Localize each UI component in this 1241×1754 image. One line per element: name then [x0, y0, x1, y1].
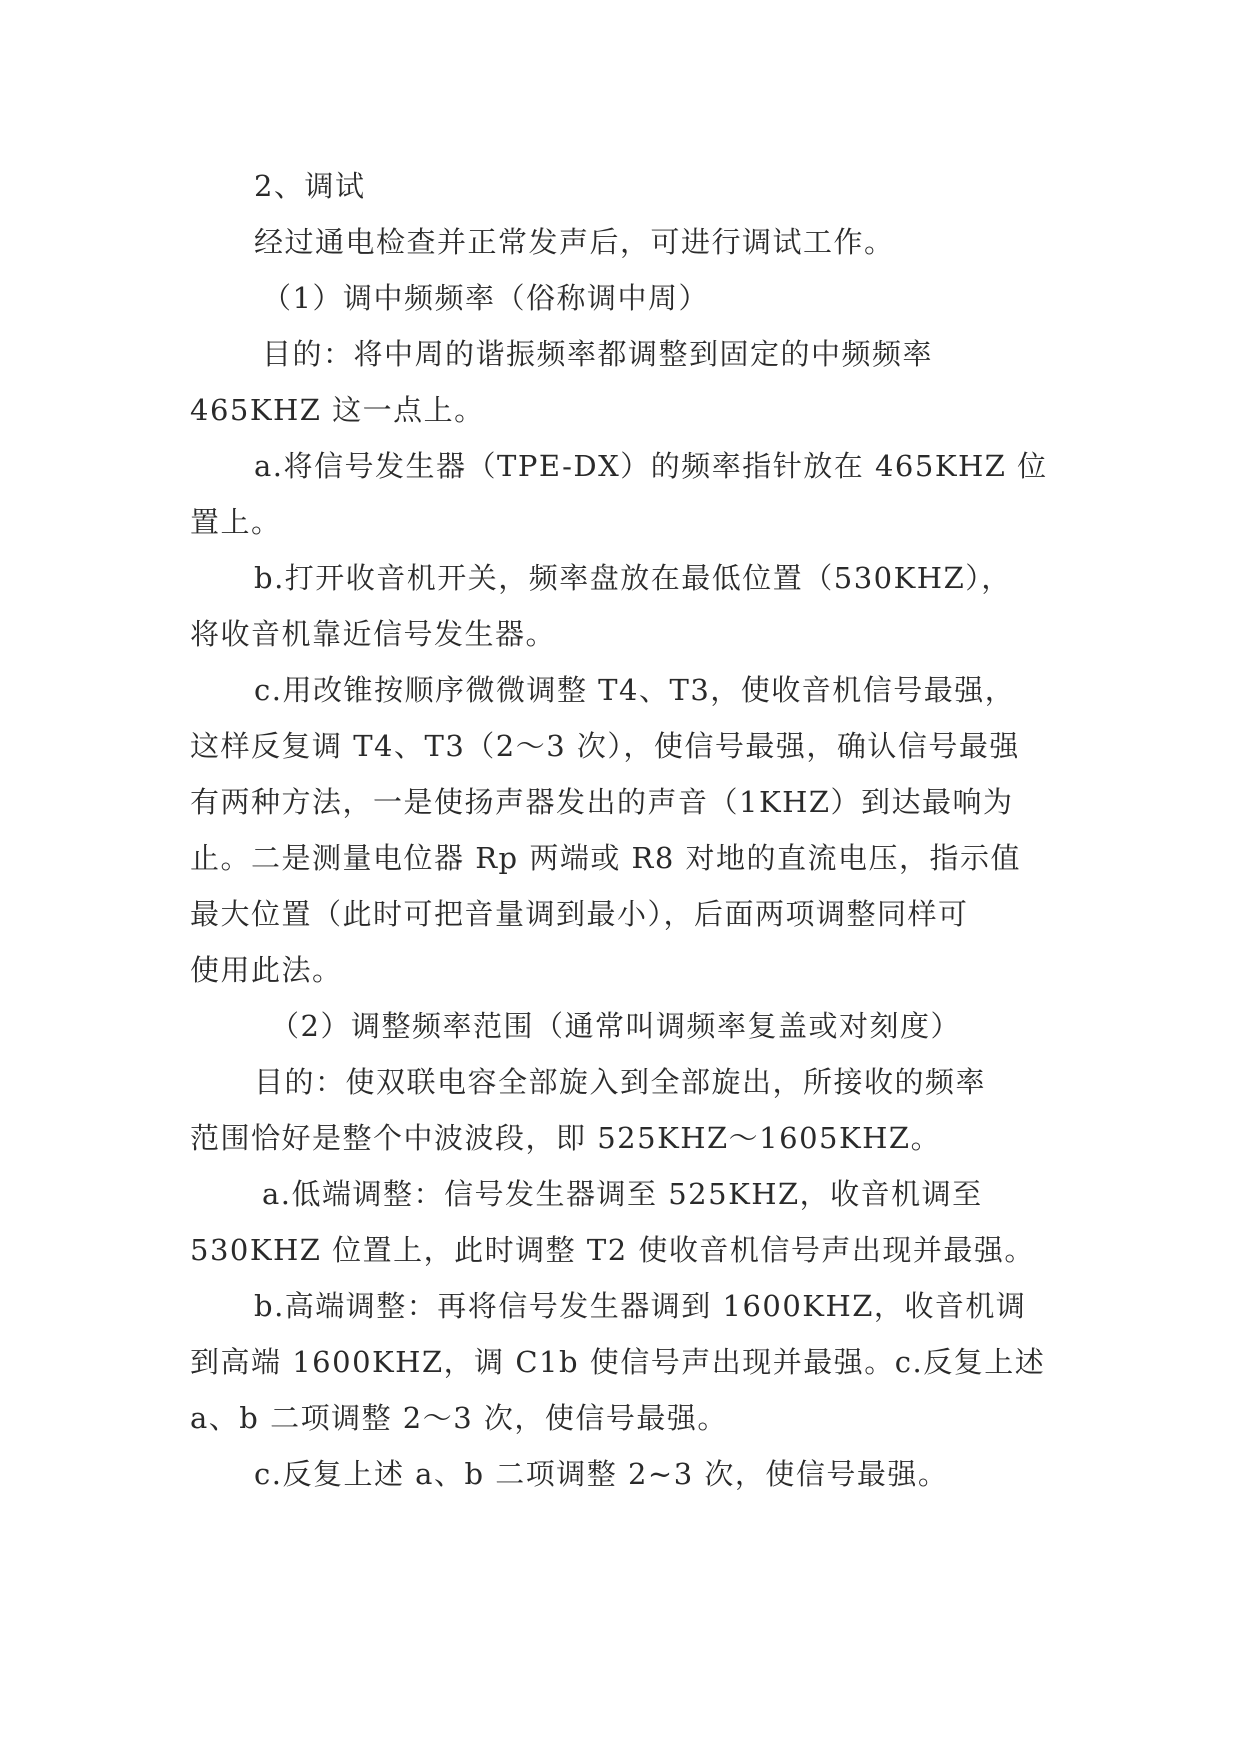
part1-step-c-line: c.用改锥按顺序微微调整 T4、T3，使收音机信号最强，	[254, 673, 1016, 707]
part1-step-c-line: 这样反复调 T4、T3（2～3 次），使信号最强，确认信号最强	[190, 729, 1020, 763]
intro-paragraph: 经过通电检查并正常发声后，可进行调试工作。	[254, 225, 895, 259]
part1-purpose-line: 目的：将中周的谐振频率都调整到固定的中频频率	[262, 337, 934, 371]
part2-heading: （2）调整频率范围（通常叫调频率复盖或对刻度）	[270, 1009, 961, 1043]
part2-step-a-line: a.低端调整：信号发生器调至 525KHZ，收音机调至	[262, 1177, 983, 1211]
part1-step-b-line: b.打开收音机开关，频率盘放在最低位置（530KHZ），	[254, 561, 1012, 595]
part2-purpose-line: 范围恰好是整个中波波段，即 525KHZ～1605KHZ。	[190, 1121, 942, 1155]
part1-step-a-line: 置上。	[190, 505, 282, 539]
part1-heading: （1）调中频频率（俗称调中周）	[262, 281, 709, 315]
section-title: 2、调试	[254, 169, 366, 203]
part1-step-b-line: 将收音机靠近信号发生器。	[190, 617, 557, 651]
part1-step-c-line: 使用此法。	[190, 953, 343, 987]
part2-step-c-line: c.反复上述 a、b 二项调整 2~3 次，使信号最强。	[254, 1457, 949, 1491]
part1-step-c-line: 有两种方法，一是使扬声器发出的声音（1KHZ）到达最响为	[190, 785, 1014, 819]
part1-purpose-line: 465KHZ 这一点上。	[190, 393, 485, 427]
part2-purpose-line: 目的：使双联电容全部旋入到全部旋出，所接收的频率	[254, 1065, 987, 1099]
part2-step-b-line: 到高端 1600KHZ，调 C1b 使信号声出现并最强。c.反复上述	[190, 1345, 1046, 1379]
part1-step-c-line: 最大位置（此时可把音量调到最小），后面两项调整同样可	[190, 897, 969, 931]
document-body	[190, 158, 1070, 1502]
part2-step-b-line: b.高端调整：再将信号发生器调到 1600KHZ，收音机调	[254, 1289, 1027, 1323]
part1-step-c-line: 止。二是测量电位器 Rp 两端或 R8 对地的直流电压，指示值	[190, 841, 1022, 875]
part2-step-b-line: a、b 二项调整 2～3 次，使信号最强。	[190, 1401, 728, 1435]
part2-step-a-line: 530KHZ 位置上，此时调整 T2 使收音机信号声出现并最强。	[190, 1233, 1035, 1267]
part1-step-a-line: a.将信号发生器（TPE-DX）的频率指针放在 465KHZ 位	[254, 449, 1048, 483]
